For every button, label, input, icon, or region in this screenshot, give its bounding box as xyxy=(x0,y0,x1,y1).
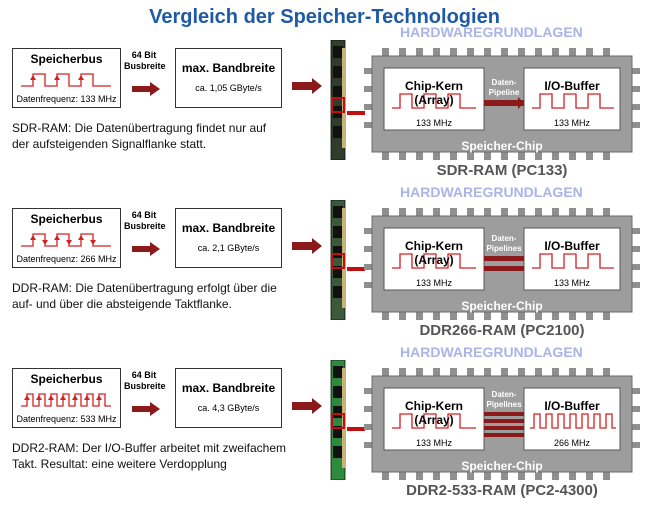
chip-core-frequency: 133 MHz xyxy=(415,438,452,448)
module-caption: DDR2-533-RAM (PC2-4300) xyxy=(406,482,598,499)
busbreite-line-2: Busbreite xyxy=(124,381,166,391)
pipeline-label xyxy=(484,78,524,98)
watermark-text: HARDWAREGRUNDLAGEN xyxy=(400,184,583,200)
io-buffer-label: I/O-Buffer xyxy=(544,399,600,413)
chip-label: Speicher-Chip xyxy=(461,459,543,473)
description-text: SDR-RAM: Die Datenübertragung findet nur auf der aufsteigenden Signalflanke statt. xyxy=(12,121,267,151)
io-buffer-frequency: 133 MHz xyxy=(553,118,590,128)
io-buffer-frequency: 266 MHz xyxy=(553,438,590,448)
bandbreite-box xyxy=(175,208,282,268)
pipeline-line-1: Daten- xyxy=(491,78,517,87)
pipeline-line-1: Daten- xyxy=(491,390,517,399)
bandbreite-value: ca. 2,1 GByte/s xyxy=(197,243,260,253)
busbreite-label xyxy=(124,50,164,72)
speicherbus-box xyxy=(12,48,121,108)
busbreite-line-1: 64 Bit xyxy=(131,50,157,60)
arrow-right-icon xyxy=(292,78,322,94)
module-caption: SDR-RAM (PC133) xyxy=(436,162,568,179)
module-caption: DDR266-RAM (PC2100) xyxy=(419,322,585,339)
busbreite-line-2: Busbreite xyxy=(124,61,166,71)
busbreite-label xyxy=(124,210,164,232)
section-ddr2 xyxy=(0,344,649,528)
speicherbus-frequency: Datenfrequenz: 266 MHz xyxy=(16,254,117,264)
chip-core-frequency: 133 MHz xyxy=(415,278,452,288)
speicherbus-box xyxy=(12,208,121,268)
arrow-right-icon xyxy=(292,398,322,414)
busbreite-line-1: 64 Bit xyxy=(131,210,157,220)
chip-core-label: Chip-Kern (Array) xyxy=(405,239,463,267)
speicherbus-frequency: Datenfrequenz: 133 MHz xyxy=(16,94,117,104)
chip-label: Speicher-Chip xyxy=(461,299,543,313)
chip-label: Speicher-Chip xyxy=(461,139,543,153)
page-title: Vergleich der Speicher-Technologien xyxy=(149,6,500,28)
chip-core-label: Chip-Kern (Array) xyxy=(405,79,463,107)
chip-core-label: Chip-Kern (Array) xyxy=(405,399,463,427)
pipeline-label xyxy=(484,390,524,410)
bus-signal-wave xyxy=(19,388,114,410)
chip-core-frequency: 133 MHz xyxy=(415,118,452,128)
bandbreite-value: ca. 4,3 GByte/s xyxy=(197,403,260,413)
ram-module-icon xyxy=(328,40,348,160)
connector-line xyxy=(347,266,365,272)
connector-line xyxy=(347,426,365,432)
speicherbus-frequency: Datenfrequenz: 533 MHz xyxy=(16,414,117,424)
description-text: DDR-RAM: Die Datenübertragung erfolgt über die auf- und über die absteigende Taktflanke. xyxy=(12,281,277,311)
speicherbus-title: Speicherbus xyxy=(30,212,103,226)
pipeline-line-2: Pipeline xyxy=(488,88,520,97)
bandbreite-title: max. Bandbreite xyxy=(181,381,276,395)
bus-signal-wave xyxy=(19,68,114,90)
watermark-text: HARDWAREGRUNDLAGEN xyxy=(400,24,583,40)
bandbreite-box xyxy=(175,48,282,108)
bandbreite-box xyxy=(175,368,282,428)
pipeline-line-2: Pipelines xyxy=(486,400,522,409)
pipeline-line-1: Daten- xyxy=(491,234,517,243)
connector-line xyxy=(347,110,365,116)
busbreite-line-1: 64 Bit xyxy=(131,370,157,380)
arrow-right-icon xyxy=(132,242,160,256)
speicherbus-title: Speicherbus xyxy=(30,372,103,386)
speicherbus-title: Speicherbus xyxy=(30,52,103,66)
io-buffer-frequency: 133 MHz xyxy=(553,278,590,288)
pipeline-label xyxy=(484,234,524,254)
arrow-right-icon xyxy=(132,82,160,96)
bandbreite-title: max. Bandbreite xyxy=(181,221,276,235)
arrow-right-icon xyxy=(292,238,322,254)
bus-signal-wave xyxy=(19,228,114,250)
speicherbus-box xyxy=(12,368,121,428)
io-buffer-label: I/O-Buffer xyxy=(544,79,600,93)
busbreite-label xyxy=(124,370,164,392)
io-buffer-label: I/O-Buffer xyxy=(544,239,600,253)
arrow-right-icon xyxy=(132,402,160,416)
pipeline-line-2: Pipelines xyxy=(486,244,522,253)
description-text: DDR2-RAM: Der I/O-Buffer arbeitet mit zweifachem Takt. Resultat: eine weitere Verdopplung xyxy=(12,441,286,471)
ram-module-icon xyxy=(328,360,348,480)
ram-module-icon xyxy=(328,200,348,320)
watermark-text: HARDWAREGRUNDLAGEN xyxy=(400,344,583,360)
bandbreite-title: max. Bandbreite xyxy=(181,61,276,75)
bandbreite-value: ca. 1,05 GByte/s xyxy=(195,83,262,93)
busbreite-line-2: Busbreite xyxy=(124,221,166,231)
